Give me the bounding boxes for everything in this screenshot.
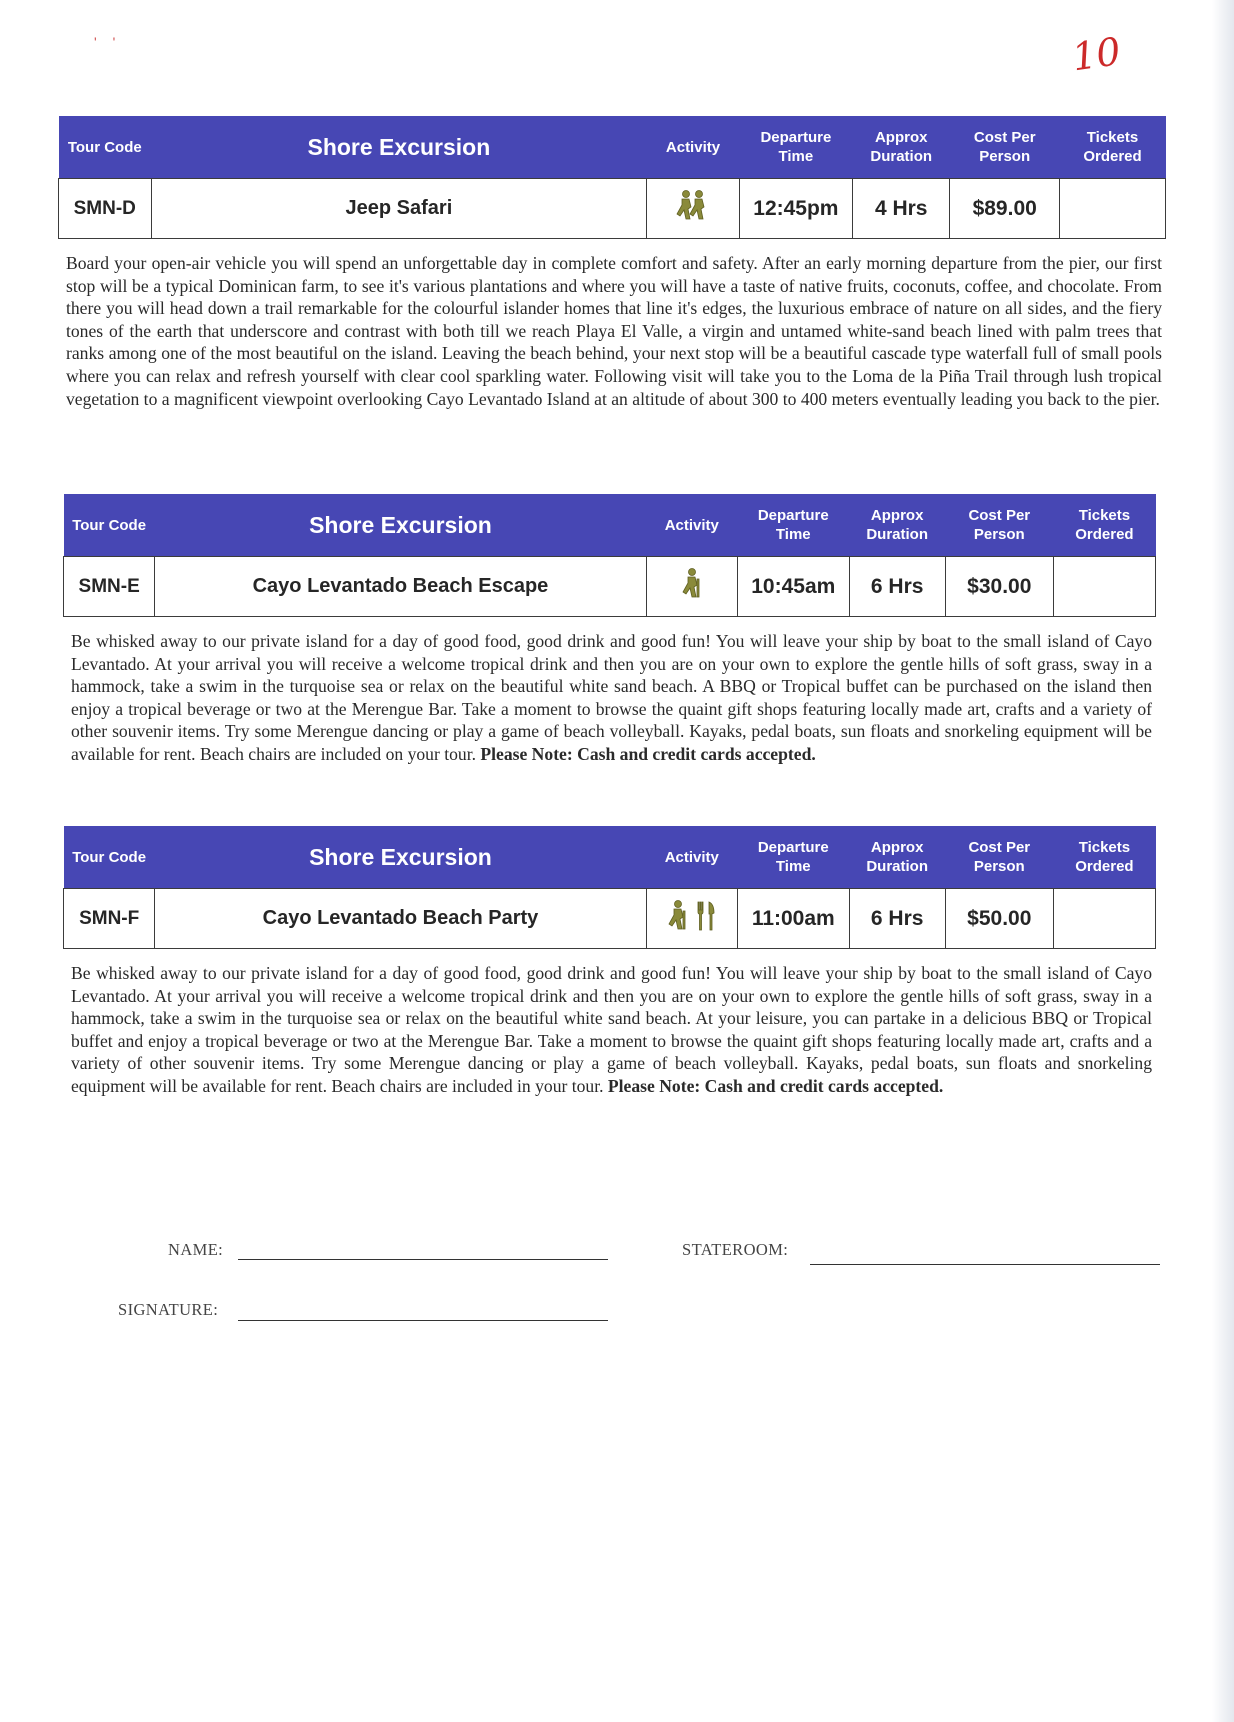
- excursion-name: Jeep Safari: [151, 179, 647, 239]
- header-shore-excursion: Shore Excursion: [155, 494, 646, 557]
- cost-per-person: $89.00: [950, 179, 1060, 239]
- signature-label: SIGNATURE:: [118, 1300, 219, 1319]
- excursion-description: [71, 630, 1152, 766]
- payment-note: Please Note: Cash and credit cards accepted.: [480, 743, 816, 764]
- departure-time: 10:45am: [737, 557, 849, 617]
- excursion-description: [71, 962, 1152, 1098]
- tour-code: SMN-D: [59, 179, 152, 239]
- header-activity: Activity: [647, 116, 740, 179]
- table-row: [64, 557, 1156, 617]
- header-cost-per-person: Cost Per Person: [945, 826, 1053, 889]
- table-row: [59, 179, 1166, 239]
- payment-note: Please Note: Cash and credit cards accepted.: [607, 1075, 944, 1096]
- header-cost-per-person: Cost Per Person: [950, 116, 1060, 179]
- fork-knife-icon: [695, 899, 717, 939]
- table-header-row: [59, 116, 1166, 179]
- signature-field-line[interactable]: [238, 1320, 608, 1321]
- excursion-table: [63, 494, 1156, 617]
- approx-duration: 4 Hrs: [853, 179, 950, 239]
- hiker-icon: [666, 899, 690, 939]
- header-approx-duration: Approx Duration: [849, 494, 945, 557]
- excursion-smn-d: [58, 116, 1166, 410]
- table-header-row: [64, 826, 1156, 889]
- tickets-ordered-field[interactable]: [1053, 889, 1155, 949]
- two-hikers-icon: [673, 189, 713, 229]
- approx-duration: 6 Hrs: [849, 889, 945, 949]
- hiker-icon: [679, 567, 705, 607]
- header-departure-time: Departure Time: [737, 494, 849, 557]
- header-approx-duration: Approx Duration: [853, 116, 950, 179]
- excursion-description: [66, 252, 1162, 410]
- tickets-ordered-field[interactable]: [1053, 557, 1155, 617]
- header-shore-excursion: Shore Excursion: [155, 826, 646, 889]
- excursion-table: [63, 826, 1156, 949]
- description-text: Board your open-air vehicle you will spend an unforgettable day in complete comfort and safety. After an early morning departure from the pier, our first stop will be a typical Dominican farm, to see it's various plantations and where you will have a taste of native fruits, coconuts, coffee, and chocolate. From there you will head down a trail remarkable for the colourful islander homes that line it's edges, the luxurious embrace of nature on all sides, and the fiery tones of the earth that underscore and contrast with both till we reach Playa El Valle, a virgin and untamed white-sand beach lined with palm trees that ranks among one of the most beautiful on the island. Leaving the beach behind, your next stop will be a beautiful cascade type waterfall full of small pools where you can relax and refresh yourself with clear cool sparkling water. Following visit will take you to the Loma de la Piña Trail through lush tropical vegetation to a magnificent viewpoint overlooking Cayo Levantado Island at an altitude of about 300 to 400 meters eventually leading you back to the pier.: [66, 253, 1162, 409]
- header-departure-time: Departure Time: [739, 116, 852, 179]
- excursion-table: [58, 116, 1166, 239]
- table-row: [64, 889, 1156, 949]
- excursion-smn-e: [63, 494, 1156, 766]
- header-cost-per-person: Cost Per Person: [945, 494, 1053, 557]
- header-activity: Activity: [646, 826, 737, 889]
- excursion-name: Cayo Levantado Beach Escape: [155, 557, 646, 617]
- header-activity: Activity: [646, 494, 737, 557]
- header-tour-code: Tour Code: [59, 116, 152, 179]
- table-header-row: [64, 494, 1156, 557]
- name-label: NAME:: [168, 1240, 224, 1259]
- activity-cell: [646, 557, 737, 617]
- approx-duration: 6 Hrs: [849, 557, 945, 617]
- activity-cell: [646, 889, 737, 949]
- excursion-name: Cayo Levantado Beach Party: [155, 889, 646, 949]
- page-edge-shadow: [1212, 0, 1234, 1722]
- header-tickets-ordered: Tickets Ordered: [1060, 116, 1166, 179]
- tour-code: SMN-E: [64, 557, 155, 617]
- description-text: Be whisked away to our private island for a day of good food, good drink and good fun! You will leave your ship by boat to the small island of Cayo Levantado. At your arrival you will receive a welcome tropical drink and then you are on your own to explore the gentle hills of soft grass, sway in a hammock, take a swim in the turquoise sea or relax on the beautiful white sand beach. At your leisure, you can partake in a delicious BBQ or Tropical buffet and enjoy a tropical beverage or two at the Merengue Bar. Take a moment to browse the quaint gift shops featuring locally made art, crafts and a variety of other souvenir items. Try some Merengue dancing or play a game of beach volleyball. Kayaks, pedal boats, sun floats and snorkeling equipment will be available for rent. Beach chairs are included in your tour.: [71, 963, 1152, 1096]
- header-tickets-ordered: Tickets Ordered: [1053, 826, 1155, 889]
- header-departure-time: Departure Time: [737, 826, 849, 889]
- page-number: 10: [1069, 29, 1124, 80]
- excursion-smn-f: [63, 826, 1156, 1098]
- cost-per-person: $30.00: [945, 557, 1053, 617]
- departure-time: 11:00am: [737, 889, 849, 949]
- activity-cell: [647, 179, 740, 239]
- tour-code: SMN-F: [64, 889, 155, 949]
- header-tickets-ordered: Tickets Ordered: [1053, 494, 1155, 557]
- description-text: Be whisked away to our private island for a day of good food, good drink and good fun! You will leave your ship by boat to the small island of Cayo Levantado. At your arrival you will receive a welcome tropical drink and then you are on your own to explore the gentle hills of soft grass, sway in a hammock, take a swim in the turquoise sea or relax on the beautiful white sand beach. A BBQ or Tropical buffet can be purchased on the island then enjoy a tropical beverage or two at the Merengue Bar. Take a moment to browse the quaint gift shops featuring locally made art, crafts and a variety of other souvenir items. Try some Merengue dancing or play a game of beach volleyball. Kayaks, pedal boats, sun floats and snorkeling equipment will be available for rent. Beach chairs are included on your tour.: [71, 631, 1152, 764]
- stateroom-field-line[interactable]: [810, 1264, 1160, 1265]
- name-field-line[interactable]: [238, 1259, 608, 1260]
- header-tour-code: Tour Code: [64, 494, 155, 557]
- stateroom-label: STATEROOM:: [682, 1240, 789, 1259]
- tickets-ordered-field[interactable]: [1060, 179, 1166, 239]
- cost-per-person: $50.00: [945, 889, 1053, 949]
- header-shore-excursion: Shore Excursion: [151, 116, 647, 179]
- departure-time: 12:45pm: [739, 179, 852, 239]
- corner-mark: ' ': [94, 34, 122, 50]
- header-approx-duration: Approx Duration: [849, 826, 945, 889]
- header-tour-code: Tour Code: [64, 826, 155, 889]
